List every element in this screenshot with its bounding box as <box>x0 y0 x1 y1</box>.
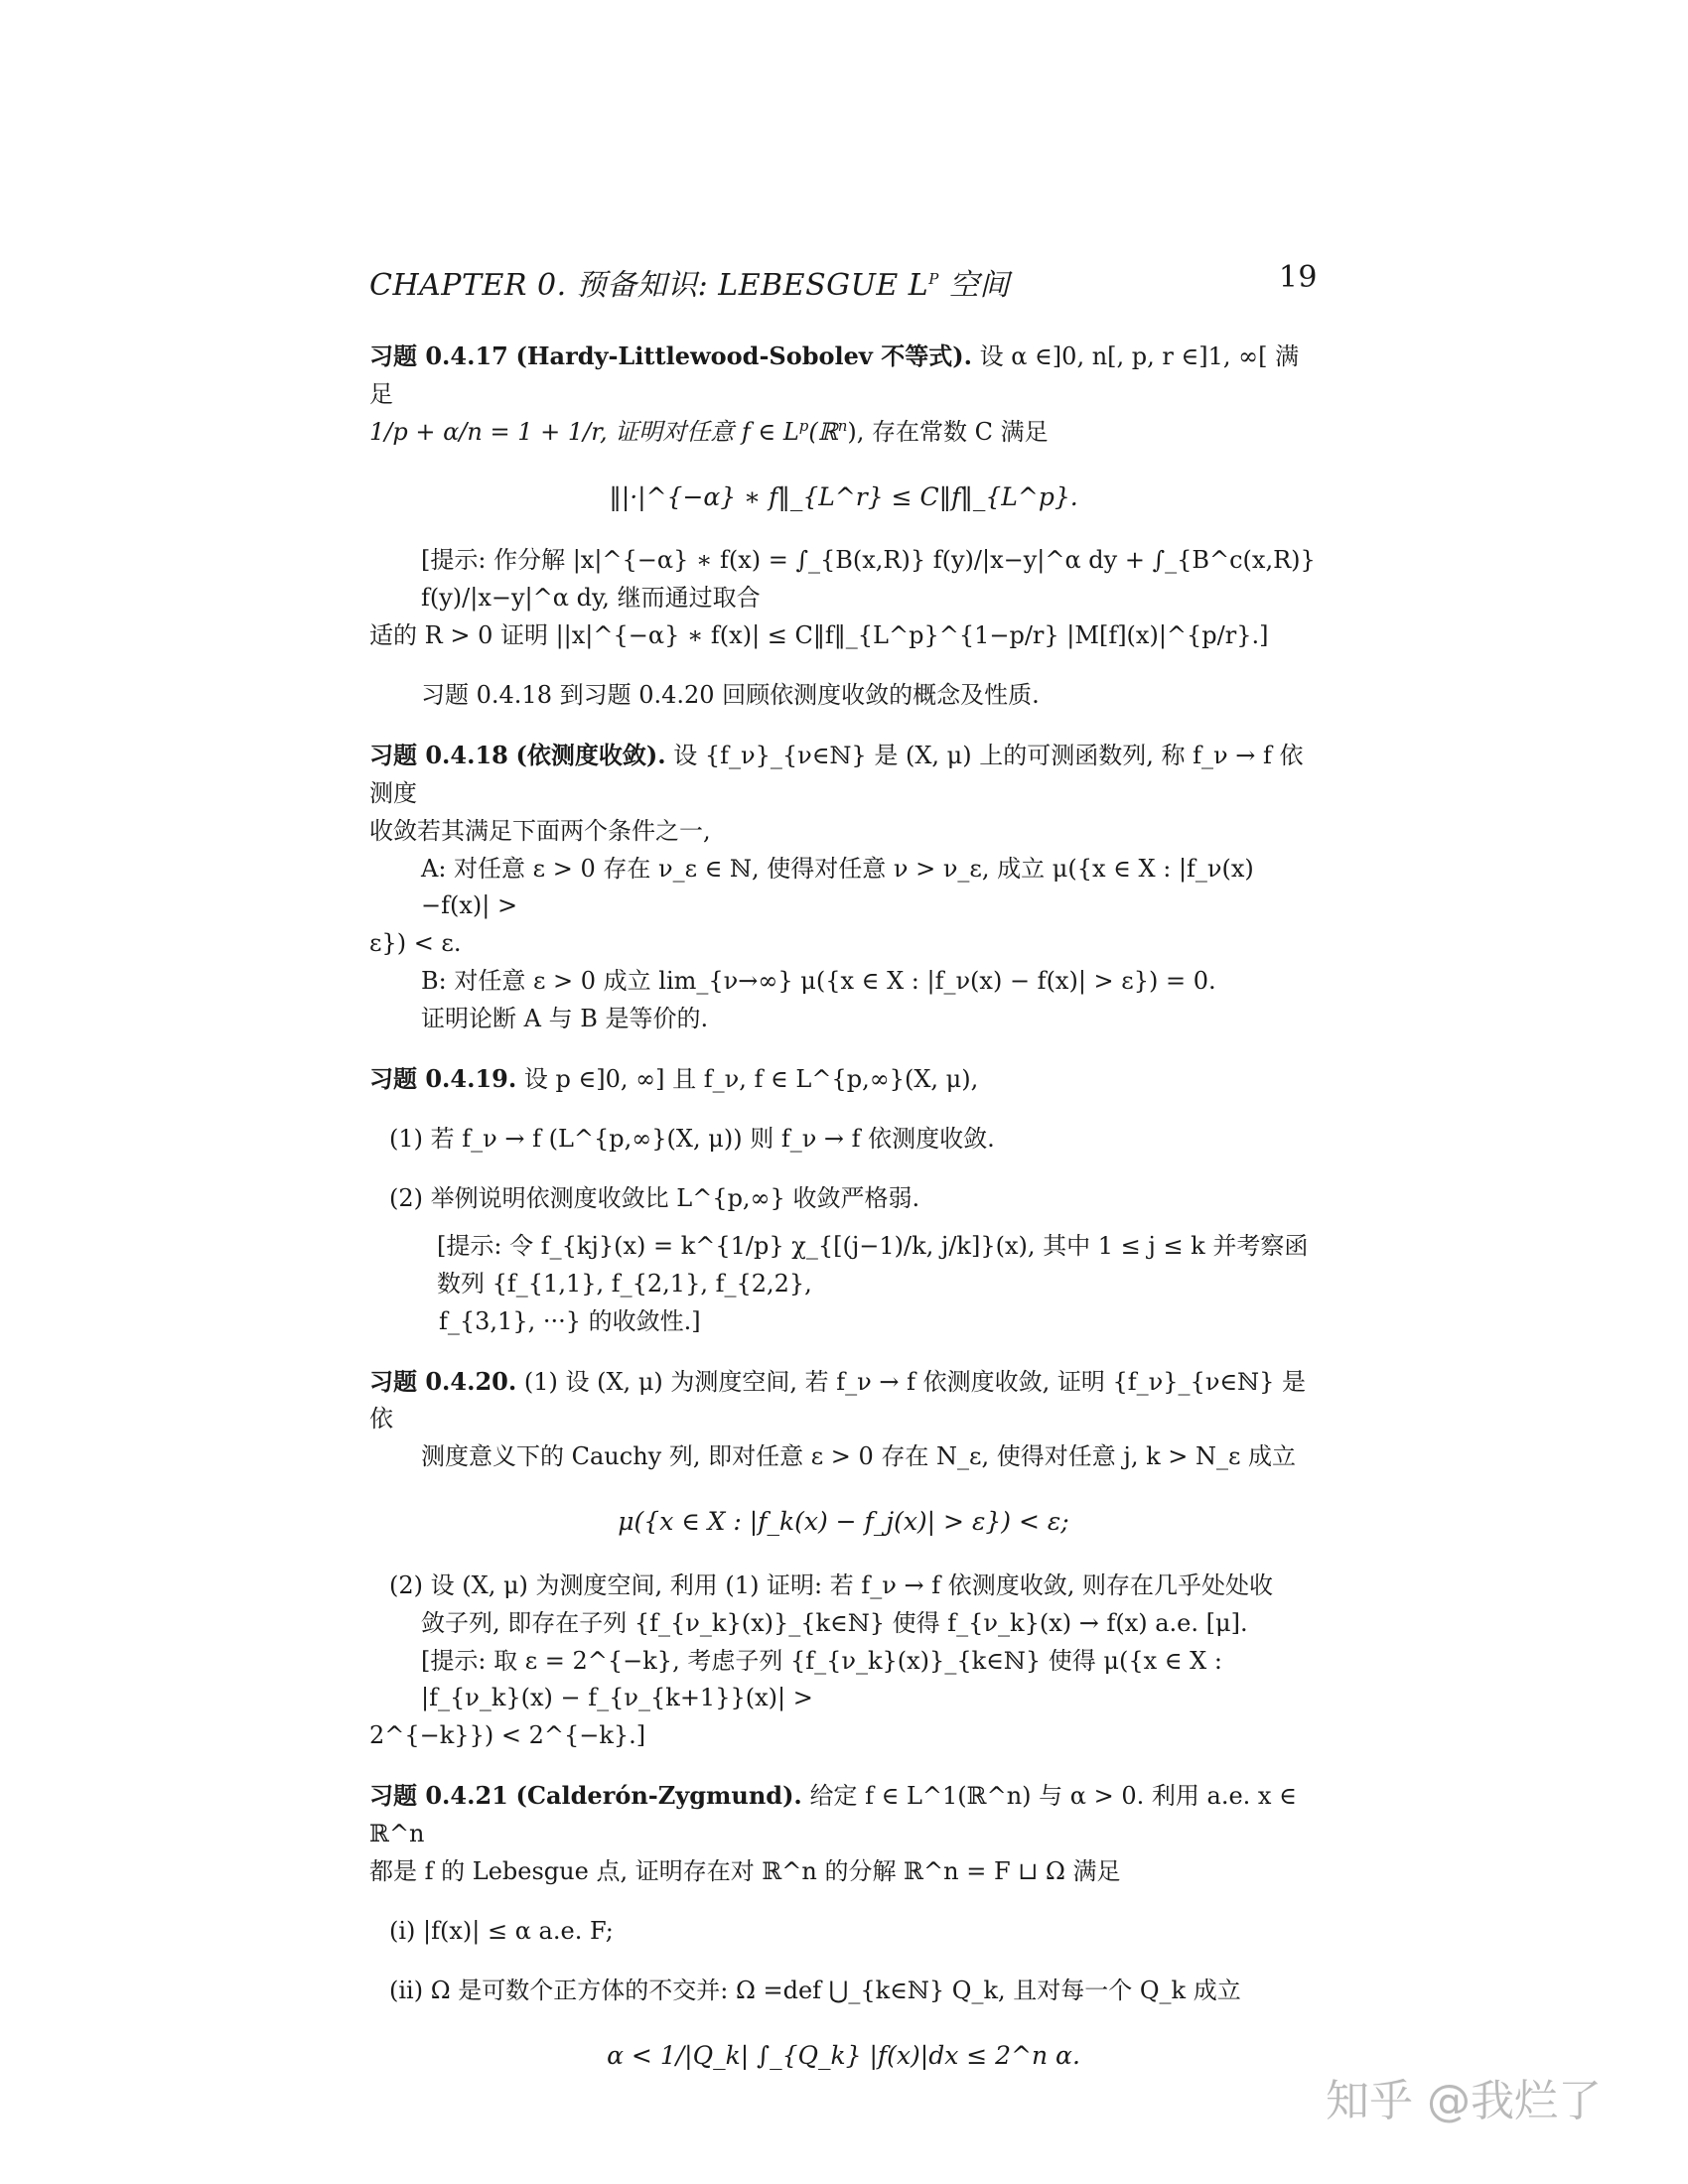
exercise-0-4-20 <box>369 1363 1318 1756</box>
exercise-text: 设 p ∈]0, ∞] 且 f_ν, f ∈ L^{p,∞}(X, μ), <box>523 1065 979 1094</box>
hint-text: f_{3,1}, ···} 的收敛性.] <box>439 1306 701 1335</box>
list-item: (2) 举例说明依测度收敛比 L^{p,∞} 收敛严格弱. <box>389 1183 920 1212</box>
exercise-label: 习题 0.4.21 <box>369 1781 508 1811</box>
list-item: (1) 若 f_ν → f (L^{p,∞}(X, μ)) 则 f_ν → f 依测度收敛. <box>389 1125 995 1153</box>
watermark: 知乎 @我烂了 <box>1326 2076 1602 2126</box>
hint-text: [提示: 作分解 |x|^{−α} ∗ f(x) = ∫_{B(x,R)} f(y)/|x−y|^α dy + ∫_{B^c(x,R)} f(y)/|x−y|^α dy, 继而通过取合 <box>421 546 1316 613</box>
display-equation: α < 1/|Q_k| ∫_{Q_k} |f(x)|dx ≤ 2^n α. <box>607 2040 1080 2070</box>
chapter-title-tail: 空间 <box>938 268 1010 303</box>
hint-text: 适的 R > 0 证明 ||x|^{−α} ∗ f(x)| ≤ C‖f‖_{L^p}^{1−p/r} |M[f](x)|^{p/r}.] <box>369 621 1269 650</box>
exercise-0-4-18 <box>369 737 1318 1038</box>
exercise-label: 习题 0.4.18 <box>369 740 508 769</box>
display-equation: ‖|·|^{−α} ∗ f‖_{L^r} ≤ C‖f‖_{L^p}. <box>609 481 1078 511</box>
display-equation: μ({x ∈ X : |f_k(x) − f_j(x)| > ε}) < ε; <box>618 1507 1069 1537</box>
exercise-text: 给定 f ∈ L^1(ℝ^n) 与 α > 0. 利用 a.e. x ∈ ℝ^n <box>369 1782 1297 1848</box>
exercise-0-4-17: 习题 0.4.17 (Hardy-Littlewood-Sobolev 不等式). 设 α ∈]0, n[, p, r ∈]1, ∞[ 满足 1/p + α/n = 1 + 1/r, 证明对任意 f ∈ $L^p(ℝ^n)$, 存在常数 C 满足 ‖|·|^{−α} ∗ f‖_{L^r} ≤ C‖f‖_{L^p}. [提示: 作分解 |x|^{−α} ∗ f(x) = ∫_{B(x,R)} f(y)/|x−y|^α dy + ∫_{B^c(x,R)} f(y)/|x−y|^α dy, 继而通过取合 适的 R > 0 证明 ||x|^{−α} ∗ f(x)| ≤ C‖f‖_{L^p}^{1−p/r} |M[f](x)|^{p/r}.] <box>369 338 1318 655</box>
list-item: (i) |f(x)| ≤ α a.e. F; <box>389 1917 614 1945</box>
exercise-title: (依测度收敛). <box>515 740 666 769</box>
condition-a: A: 对任意 ε > 0 存在 ν_ε ∈ ℕ, 使得对任意 ν > ν_ε, 成立 μ({x ∈ X : |f_ν(x)−f(x)| > <box>421 854 1254 920</box>
exercise-text: 收敛若其满足下面两个条件之一, <box>369 816 711 845</box>
condition-b: B: 对任意 ε > 0 成立 lim_{ν→∞} μ({x ∈ X : |f_ν(x) − f(x)| > ε}) = 0. <box>421 967 1216 996</box>
hint-text: 2^{−k}}) < 2^{−k}.] <box>369 1721 646 1750</box>
chapter-title: CHAPTER 0. 预备知识: LEBESGUE L <box>369 268 929 303</box>
section-intro: 习题 0.4.18 到习题 0.4.20 回顾依测度收敛的概念及性质. <box>421 680 1040 709</box>
condition-a: ε}) < ε. <box>369 929 462 958</box>
list-item: 敛子列, 即存在子列 {f_{ν_k}(x)}_{k∈ℕ} 使得 f_{ν_k}(x) → f(x) a.e. [μ]. <box>421 1608 1248 1637</box>
exercise-text: 测度意义下的 Cauchy 列, 即对任意 ε > 0 存在 N_ε, 使得对任意 j, k > N_ε 成立 <box>421 1442 1297 1471</box>
exercise-text: (ℝ <box>808 417 838 446</box>
hint-text: [提示: 取 ε = 2^{−k}, 考虑子列 {f_{ν_k}(x)}_{k∈ℕ} 使得 μ({x ∈ X : |f_{ν_k}(x) − f_{ν_{k+1}}(x)| > <box>421 1646 1222 1712</box>
exercise-label: 习题 0.4.20. <box>369 1366 517 1396</box>
exercise-text: 1/p + α/n = 1 + 1/r, 证明对任意 f ∈ L <box>369 417 799 446</box>
page-header <box>369 260 1318 304</box>
hint-text: [提示: 令 f_{kj}(x) = k^{1/p} χ_{[(j−1)/k, j/k]}(x), 其中 1 ≤ j ≤ k 并考察函数列 {f_{1,1}, f_{2,1}, f_{2,2}, <box>437 1231 1309 1297</box>
exercise-0-4-19 <box>369 1060 1318 1340</box>
exercise-title: (Hardy-Littlewood-Sobolev 不等式). <box>515 341 972 370</box>
exercise-label: 习题 0.4.19. <box>369 1064 517 1094</box>
exercise-text: ), 存在常数 C 满足 <box>847 417 1049 446</box>
conclusion: 证明论断 A 与 B 是等价的. <box>421 1005 709 1033</box>
exercise-text: 设 α ∈]0, n[, p, r ∈]1, ∞[ 满足 <box>369 342 1300 408</box>
exercise-text: (1) 设 (X, μ) 为测度空间, 若 f_ν → f 依测度收敛, 证明 {f_ν}_{ν∈ℕ} 是依 <box>369 1367 1307 1433</box>
page-number: 19 <box>1278 260 1318 295</box>
exercise-0-4-21 <box>369 1777 1318 2075</box>
exercise-title: (Calderón-Zygmund). <box>515 1781 802 1811</box>
list-item: (ii) Ω 是可数个正方体的不交并: Ω =def ⋃_{k∈ℕ} Q_k, 且对每一个 Q_k 成立 <box>389 1976 1241 2004</box>
chapter-title-sup: P <box>928 270 939 288</box>
list-item: (2) 设 (X, μ) 为测度空间, 利用 (1) 证明: 若 f_ν → f 依测度收敛, 则存在几乎处处收 <box>389 1570 1274 1599</box>
page-body <box>369 338 1318 2101</box>
exercise-label: 习题 0.4.17 <box>369 341 508 370</box>
exercise-text: 都是 f 的 Lebesgue 点, 证明存在对 ℝ^n 的分解 ℝ^n = F ⊔ Ω 满足 <box>369 1857 1121 1886</box>
exercise-text: 设 {f_ν}_{ν∈ℕ} 是 (X, μ) 上的可测函数列, 称 f_ν → f 依测度 <box>369 741 1304 807</box>
